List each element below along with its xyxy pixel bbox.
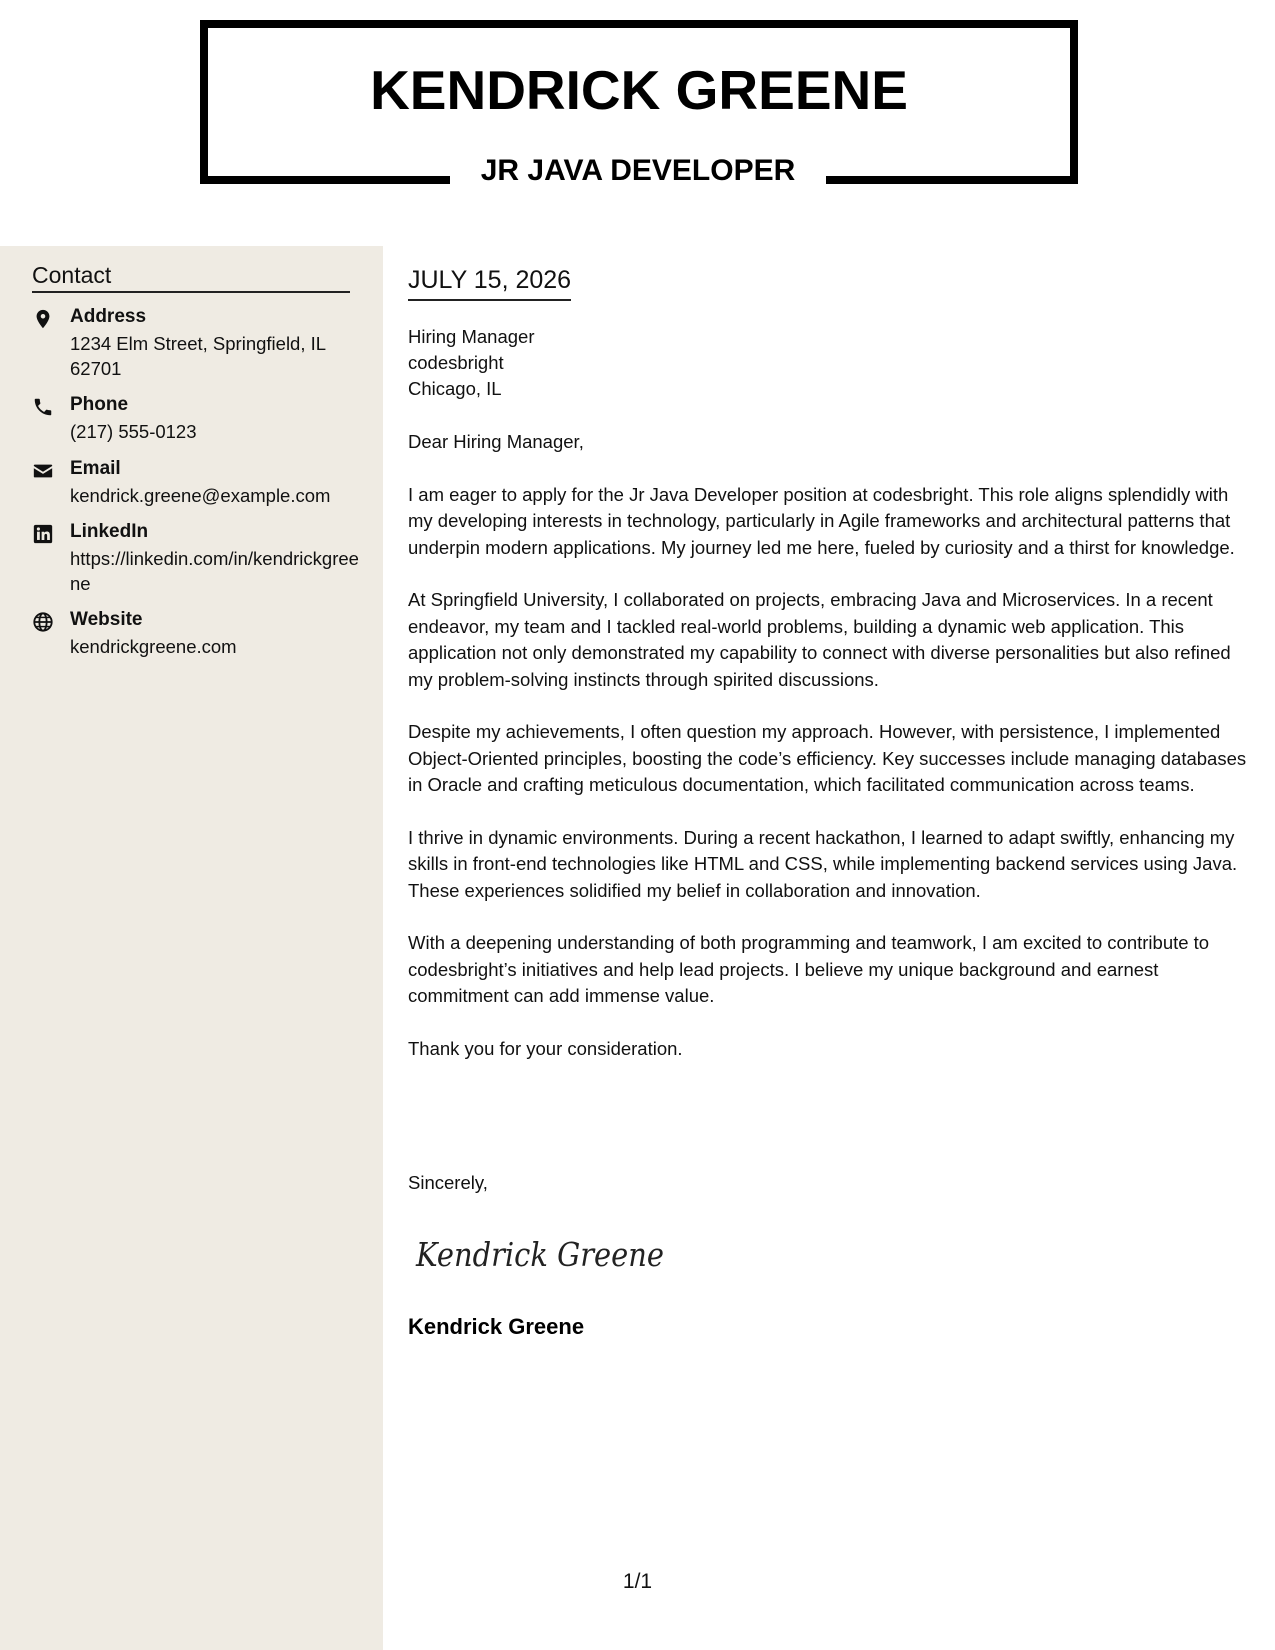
contact-value: https://linkedin.com/in/kendrickgreene (70, 548, 359, 594)
contact-value: kendrick.greene@example.com (70, 485, 331, 506)
contact-label: Address (70, 306, 147, 327)
recipient-line: codesbright (408, 352, 504, 373)
signature-text: Kendrick Greene (415, 1235, 664, 1274)
signer-name: Kendrick Greene (408, 1314, 585, 1339)
globe-icon (32, 611, 54, 633)
applicant-name: KENDRICK GREENE (370, 59, 908, 121)
phone-icon (32, 396, 54, 418)
body-paragraph: With a deepening understanding of both programming and teamwork, I am excited to contribute to codesbright’s initiatives and help lead projects. I believe my unique background and earnest commitment can add immense value. (408, 932, 1210, 1006)
body-paragraph: At Springfield University, I collaborated on projects, embracing Java and Microservices. In a recent endeavor, my team and I tackled real-world problems, building a dynamic web application. This application not only demonstrated my capability to connect with diverse personalities but also refined my problem-solving instincts through spirited discussions. (408, 589, 1231, 690)
body-paragraph: Thank you for your consideration. (408, 1037, 683, 1059)
contact-value: (217) 555-0123 (70, 421, 197, 442)
recipient-line: Hiring Manager (408, 326, 535, 347)
letter-body (408, 429, 1253, 1088)
linkedin-icon (32, 523, 54, 545)
salutation: Dear Hiring Manager, (408, 431, 584, 452)
recipient-block (408, 324, 534, 402)
envelope-icon (32, 460, 54, 482)
page-number: 1/1 (622, 1570, 653, 1593)
body-paragraph: Despite my achievements, I often question my approach. However, with persistence, I implemented Object-Oriented principles, boosting the code’s efficiency. Key successes include managing databases in Oracle and crafting meticulous documentation, which facilitated communication across teams. (408, 721, 1247, 795)
contact-label: Email (70, 458, 121, 479)
body-paragraph: I thrive in dynamic environments. During a recent hackathon, I learned to adapt swiftly, enhancing my skills in front-end technologies like HTML and CSS, while implementing backend services using Java. These experiences solidified my belief in collaboration and innovation. (408, 826, 1238, 901)
contact-value: 1234 Elm Street, Springfield, IL 62701 (70, 333, 326, 379)
body-paragraph: I am eager to apply for the Jr Java Developer position at codesbright. This role aligns splendidly with my developing interests in technology, particularly in Agile frameworks and architectural patterns that underpin modern applications. My journey led me here, fueled by curiosity and a thirst for knowledge. (408, 483, 1235, 558)
contact-heading: Contact (32, 262, 350, 293)
location-pin-icon (32, 308, 54, 330)
contact-label: Phone (70, 394, 129, 415)
contact-label: LinkedIn (70, 521, 149, 542)
contact-label: Website (70, 609, 143, 630)
letter-date: JULY 15, 2026 (408, 266, 571, 301)
contact-value: kendrickgreene.com (70, 636, 237, 657)
closing: Sincerely, (408, 1172, 488, 1193)
handwritten-signature (412, 1228, 672, 1280)
recipient-line: Chicago, IL (408, 378, 502, 399)
job-title: JR JAVA DEVELOPER (480, 154, 796, 187)
sidebar (0, 246, 383, 1650)
